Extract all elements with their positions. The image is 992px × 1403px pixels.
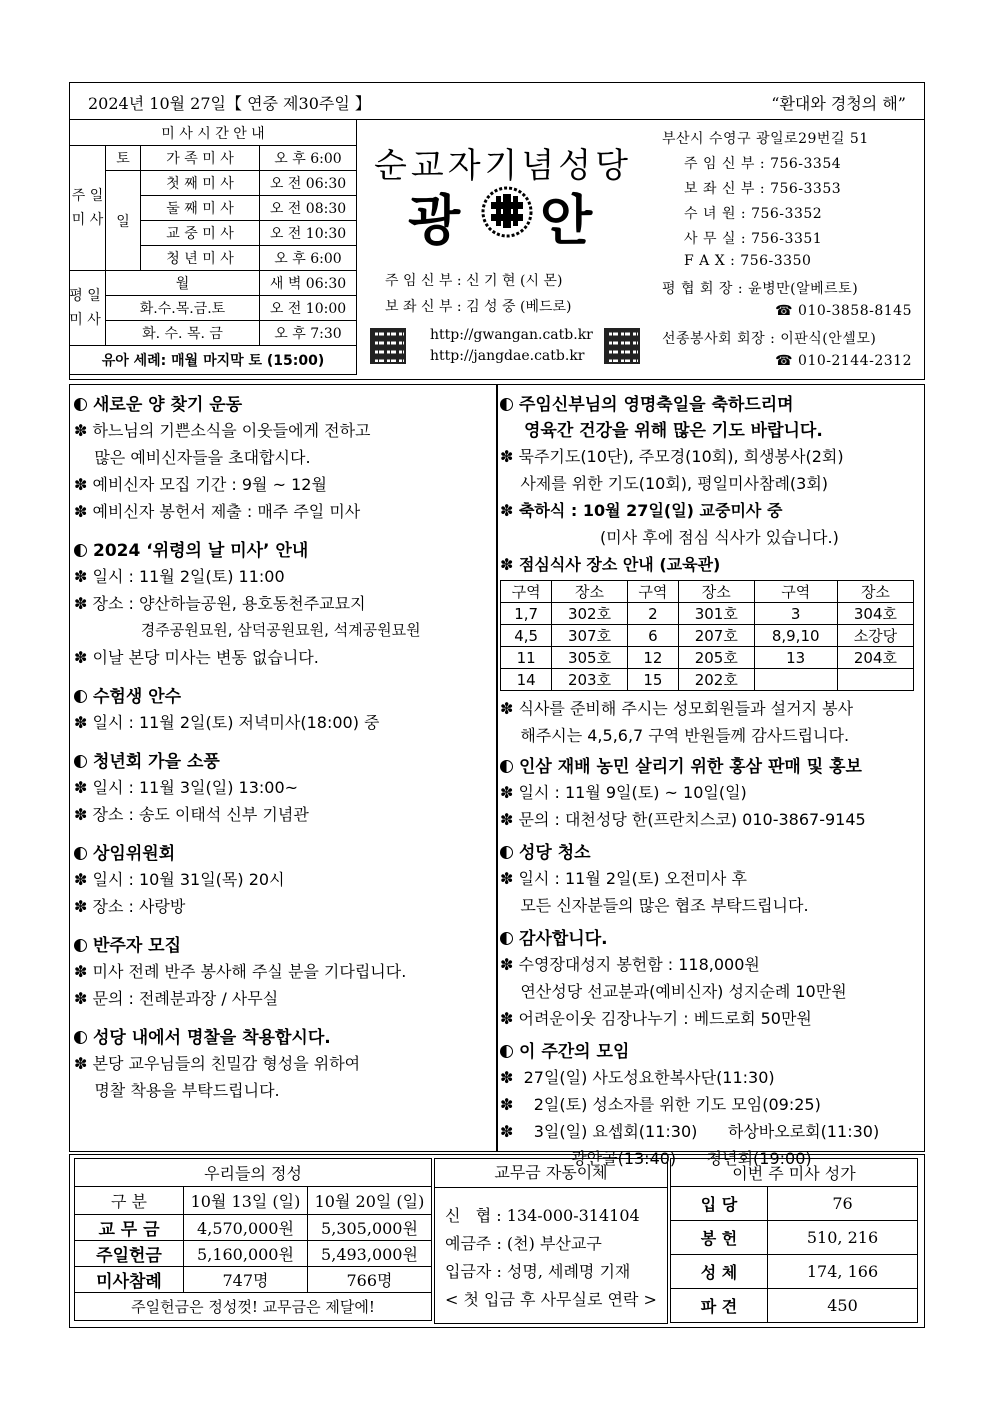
section-subtitle: 영육간 건강을 위해 많은 기도 바랍니다. — [524, 421, 823, 441]
news-section — [500, 755, 920, 833]
table-cell: 4,5 — [501, 625, 552, 647]
row-label: 교 무 금 — [75, 1215, 184, 1241]
cross-emblem-icon — [479, 184, 535, 240]
table-cell: 207호 — [679, 625, 754, 647]
contacts-block — [662, 128, 920, 378]
feast-section — [500, 393, 920, 749]
offering-table — [74, 1158, 432, 1321]
infant-baptism-note: 유아 세례: 매월 마지막 토 (15:00) — [70, 346, 357, 375]
news-section — [500, 927, 920, 1032]
table-cell: 5,305,000원 — [308, 1215, 432, 1241]
section-title: 청년회 가을 소풍 — [74, 750, 494, 774]
saturday-label: 토 — [106, 146, 141, 171]
news-section — [74, 934, 494, 1012]
mass-schedule-table — [69, 119, 357, 375]
hymn-label: 파 견 — [671, 1289, 768, 1323]
mass-hymn-table — [670, 1158, 918, 1323]
section-line: ✽ 3일(일) 요셉회(11:30) 하상바오로회(11:30) — [500, 1122, 880, 1141]
autopay-line: 신 협 : 134-000-314104 — [445, 1206, 640, 1225]
sunday-mass-label: 주 일 미 사 — [70, 146, 106, 271]
volunteer-phone: ☎ 010-2144-2312 — [775, 353, 912, 369]
header-bar — [69, 82, 925, 120]
table-cell: 204호 — [837, 647, 913, 669]
section-line: ✽ 어려운이웃 김장나누기 : 베드로회 50만원 — [500, 1009, 812, 1028]
table-header: 장소 — [679, 581, 754, 603]
table-header: 장소 — [837, 581, 913, 603]
section-line: 해주시는 4,5,6,7 구역 반원들께 감사드립니다. — [500, 726, 850, 745]
left-column — [74, 393, 494, 1104]
section-line: ✽ 문의 : 대천성당 한(프란치스코) 010-3867-9145 — [500, 810, 866, 829]
assistant-line: 보 좌 신 부 : 김 성 중 (베드로) — [385, 299, 572, 315]
mass-time: 오 전 10:30 — [260, 221, 357, 246]
table-cell: 747명 — [184, 1267, 308, 1293]
section-title: 성당 내에서 명찰을 착용합시다. — [74, 1026, 494, 1050]
news-section — [74, 842, 494, 920]
qr-code-icon — [370, 328, 406, 364]
mass-name: 청 년 미 사 — [141, 246, 260, 271]
autopay-title: 교무금 자동이체 — [435, 1159, 667, 1188]
mass-days: 화. 수. 목. 금 — [106, 321, 260, 346]
bullet-icon — [74, 755, 87, 768]
section-title: 반주자 모집 — [74, 934, 494, 958]
table-cell: 2 — [627, 603, 678, 625]
mass-time: 오 전 10:00 — [260, 296, 357, 321]
hymn-value: 174, 166 — [768, 1255, 918, 1289]
table-cell: 12 — [627, 647, 678, 669]
table-cell: 1,7 — [501, 603, 552, 625]
section-line: 모든 신자분들의 많은 협조 부탁드립니다. — [500, 896, 809, 915]
section-line: ✽ 27일(일) 사도성요한복사단(11:30) — [500, 1068, 775, 1087]
mass-name: 둘 째 미 사 — [141, 196, 260, 221]
table-header: 10월 20일 (일) — [308, 1187, 432, 1215]
section-line: ✽ 하느님의 기쁜소식을 이웃들에게 전하고 — [74, 421, 371, 440]
section-line: 많은 예비신자들을 초대합시다. — [74, 448, 311, 467]
contact-line: F A X : 756-3350 — [684, 253, 812, 269]
pastor-line: 주 임 신 부 : 신 기 현 (시 몬) — [385, 273, 563, 289]
section-line: ✽ 수영장대성지 봉헌함 : 118,000원 — [500, 955, 760, 974]
autopay-box — [434, 1158, 668, 1324]
section-line: ✽ 일시 : 10월 31일(목) 20시 — [74, 870, 285, 889]
section-title: 감사합니다. — [500, 927, 920, 951]
section-line: ✽ 미사 전례 반주 봉사해 주실 분을 기다립니다. — [74, 962, 407, 981]
section-line: ✽ 일시 : 11월 9일(토) ~ 10일(일) — [500, 783, 747, 802]
table-cell: 14 — [501, 669, 552, 691]
offering-title: 우리들의 정성 — [75, 1159, 432, 1187]
volunteer-president: 선종봉사회 회장 : 이판식(안셀모) — [662, 331, 877, 347]
bullet-icon — [500, 398, 513, 411]
lunch-place-table — [500, 580, 914, 691]
mass-time: 오 후 7:30 — [260, 321, 357, 346]
section-line: 광안골(13:40) 청년회(19:00) — [500, 1149, 812, 1168]
section-line: ✽ 2일(토) 성소자를 위한 기도 모임(09:25) — [500, 1095, 821, 1114]
news-section — [500, 841, 920, 919]
table-cell: 202호 — [679, 669, 754, 691]
table-cell: 203호 — [552, 669, 627, 691]
section-line: 경주공원묘원, 삼덕공원묘원, 석계공원묘원 — [74, 621, 421, 639]
table-cell: 5,493,000원 — [308, 1241, 432, 1267]
hymn-value: 450 — [768, 1289, 918, 1323]
mass-name: 가 족 미 사 — [141, 146, 260, 171]
news-section — [500, 1040, 920, 1172]
url-link[interactable]: http://jangdae.catb.kr — [430, 348, 585, 364]
contact-line: 사 무 실 : 756-3351 — [684, 231, 823, 247]
mass-time: 새 벽 06:30 — [260, 271, 357, 296]
table-cell: 4,570,000원 — [184, 1215, 308, 1241]
table-cell: 15 — [627, 669, 678, 691]
qr-code-icon — [604, 328, 640, 364]
mass-schedule-title: 미 사 시 간 안 내 — [70, 120, 357, 146]
row-label: 미사참례 — [75, 1267, 184, 1293]
bullet-icon — [74, 847, 87, 860]
weekday-mass-label-text: 평 일 미 사 — [69, 288, 101, 328]
section-title: 주임신부님의 영명축일을 축하드리며 — [500, 393, 920, 417]
mass-time: 오 후 6:00 — [260, 246, 357, 271]
section-line: ✽ 이날 본당 미사는 변동 없습니다. — [74, 648, 319, 667]
autopay-line: 예금주 : (천) 부산교구 — [445, 1234, 602, 1253]
table-cell: 6 — [627, 625, 678, 647]
table-header: 구 분 — [75, 1187, 184, 1215]
bullet-icon — [500, 846, 513, 859]
section-line: 사제를 위한 기도(10회), 평일미사참례(3회) — [500, 474, 829, 493]
lunch-place-title: ✽ 점심식사 장소 안내 (교육관) — [500, 555, 721, 574]
section-line: ✽ 일시 : 11월 2일(토) 11:00 — [74, 567, 285, 586]
church-name-right: 안 — [540, 188, 593, 252]
row-label: 주일헌금 — [75, 1241, 184, 1267]
bullet-icon — [500, 760, 513, 773]
mass-days: 화.수.목.금.토 — [106, 296, 260, 321]
news-section — [74, 539, 494, 671]
weekday-mass-label — [70, 271, 106, 346]
bullet-icon — [500, 932, 513, 945]
news-section — [74, 393, 494, 525]
table-cell: 305호 — [552, 647, 627, 669]
section-title: 상임위원회 — [74, 842, 494, 866]
mass-time: 오 후 6:00 — [260, 146, 357, 171]
autopay-line: 입금자 : 성명, 세례명 기재 — [445, 1262, 631, 1281]
table-cell: 5,160,000원 — [184, 1241, 308, 1267]
table-header: 10월 13일 (일) — [184, 1187, 308, 1215]
section-title: 수험생 안수 — [74, 685, 494, 709]
bullet-icon — [74, 939, 87, 952]
column-divider — [496, 384, 498, 1152]
contact-line: 주 임 신 부 : 756-3354 — [684, 156, 842, 172]
mass-time: 오 전 06:30 — [260, 171, 357, 196]
lunch-note: (미사 후에 점심 식사가 있습니다.) — [600, 528, 839, 547]
mass-name: 교 중 미 사 — [141, 221, 260, 246]
bulletin-date: 2024년 10월 27일【 연중 제30주일 】 — [88, 94, 371, 113]
news-section — [74, 685, 494, 736]
autopay-line: < 첫 입금 후 사무실로 연락 > — [445, 1290, 657, 1309]
news-section — [74, 1026, 494, 1104]
section-line: ✽ 일시 : 11월 3일(일) 13:00~ — [74, 778, 299, 797]
section-line: ✽ 식사를 준비해 주시는 성모회원들과 설거지 봉사 — [500, 699, 854, 718]
table-cell: 8,9,10 — [754, 625, 837, 647]
contact-line: 보 좌 신 부 : 756-3353 — [684, 181, 842, 197]
section-line: ✽ 장소 : 사랑방 — [74, 897, 186, 916]
hymn-label: 입 당 — [671, 1187, 768, 1221]
hymn-label: 성 체 — [671, 1255, 768, 1289]
weekday-monday-label: 월 — [106, 271, 260, 296]
council-phone: ☎ 010-3858-8145 — [775, 303, 912, 319]
right-column — [500, 393, 920, 1172]
feast-ceremony: ✽ 축하식 : 10월 27일(일) 교중미사 중 — [500, 501, 783, 520]
section-line: ✽ 장소 : 양산하늘공원, 용호동천주교묘지 — [74, 594, 366, 613]
hymn-title: 이번 주 미사 성가 — [671, 1159, 918, 1187]
bullet-icon — [500, 1045, 513, 1058]
bullet-icon — [74, 690, 87, 703]
table-cell: 302호 — [552, 603, 627, 625]
table-cell: 3 — [754, 603, 837, 625]
section-title: 새로운 양 찾기 운동 — [74, 393, 494, 417]
bullet-icon — [74, 398, 87, 411]
section-line: ✽ 본당 교우님들의 친밀감 형성을 위하여 — [74, 1054, 361, 1073]
section-line: 연산성당 선교분과(예비신자) 성지순례 10만원 — [500, 982, 847, 1001]
section-line: ✽ 묵주기도(10단), 주모경(10회), 희생봉사(2회) — [500, 447, 844, 466]
mass-name: 첫 째 미 사 — [141, 171, 260, 196]
hymn-label: 봉 헌 — [671, 1221, 768, 1255]
table-cell: 307호 — [552, 625, 627, 647]
table-cell: 301호 — [679, 603, 754, 625]
sunday-label: 일 — [106, 171, 141, 271]
offering-footer: 주일헌금은 정성껏! 교무금은 제달에! — [75, 1293, 432, 1321]
section-title: 2024 ‘위령의 날 미사’ 안내 — [74, 539, 494, 563]
section-line: ✽ 일시 : 11월 2일(토) 저녁미사(18:00) 중 — [74, 713, 380, 732]
table-cell: 304호 — [837, 603, 913, 625]
section-line: ✽ 일시 : 11월 2일(토) 오전미사 후 — [500, 869, 747, 888]
section-title: 이 주간의 모임 — [500, 1040, 920, 1064]
table-header: 구역 — [501, 581, 552, 603]
hymn-value: 76 — [768, 1187, 918, 1221]
table-cell — [754, 669, 837, 691]
church-subtitle: 순교자기념성당 — [374, 146, 632, 186]
table-cell: 11 — [501, 647, 552, 669]
contact-line: 수 녀 원 : 756-3352 — [684, 206, 823, 222]
section-title: 인삼 재배 농민 살리기 위한 홍삼 판매 및 홍보 — [500, 755, 920, 779]
section-title: 성당 청소 — [500, 841, 920, 865]
news-section — [74, 750, 494, 828]
address: 부산시 수영구 광일로29번길 51 — [662, 131, 869, 147]
council-president: 평 협 회 장 : 윤병만(알베르토) — [662, 281, 859, 297]
year-motto: “환대와 경청의 해” — [771, 94, 906, 113]
bullet-icon — [74, 544, 87, 557]
table-header: 장소 — [552, 581, 627, 603]
hymn-value: 510, 216 — [768, 1221, 918, 1255]
mass-time: 오 전 08:30 — [260, 196, 357, 221]
section-line: ✽ 장소 : 송도 이태석 신부 기념관 — [74, 805, 309, 824]
table-header: 구역 — [627, 581, 678, 603]
table-cell — [837, 669, 913, 691]
church-name-left: 광 — [408, 188, 461, 252]
bullet-icon — [74, 1031, 87, 1044]
section-line: ✽ 문의 : 전례분과장 / 사무실 — [74, 989, 279, 1008]
section-line: ✽ 예비신자 봉헌서 제출 : 매주 주일 미사 — [74, 502, 361, 521]
table-header: 구역 — [754, 581, 837, 603]
url-link[interactable]: http://gwangan.catb.kr — [430, 327, 593, 343]
table-cell: 소강당 — [837, 625, 913, 647]
table-cell: 766명 — [308, 1267, 432, 1293]
table-cell: 13 — [754, 647, 837, 669]
section-line: ✽ 예비신자 모집 기간 : 9월 ~ 12월 — [74, 475, 327, 494]
section-line: 명찰 착용을 부탁드립니다. — [74, 1081, 280, 1100]
table-cell: 205호 — [679, 647, 754, 669]
